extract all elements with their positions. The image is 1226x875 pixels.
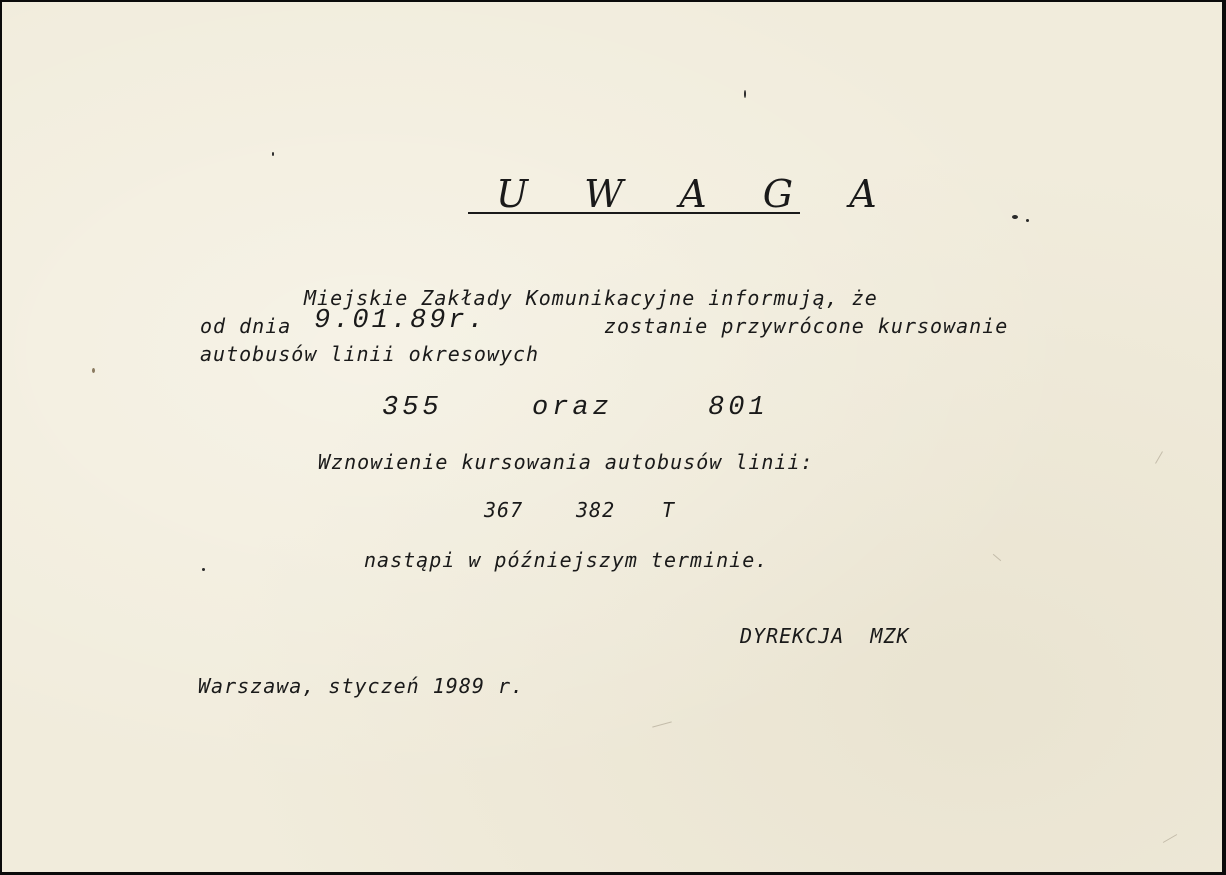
pending-line-367: 367: [484, 498, 524, 522]
pending-note: nastąpi w późniejszym terminie.: [364, 548, 769, 572]
intro-line-2-prefix: od dnia: [200, 314, 292, 338]
paper-speck: [744, 90, 746, 98]
place-and-date: Warszawa, styczeń 1989 r.: [198, 674, 525, 698]
pending-line-382: 382: [576, 498, 616, 522]
resumption-heading: Wznowienie kursowania autobusów linii:: [318, 450, 814, 474]
title-underline: [468, 212, 800, 214]
paper-fiber: [1155, 451, 1163, 464]
paper-speck: [272, 152, 274, 156]
intro-line-3: autobusów linii okresowych: [200, 342, 540, 366]
notice-sheet: [2, 2, 1222, 872]
paper-fiber: [652, 721, 672, 727]
notice-title: U W A G A: [496, 172, 899, 216]
intro-line-1: Miejskie Zakłady Komunikacyjne informują, że: [304, 286, 878, 310]
signature: DYREKCJA MZK: [740, 624, 910, 648]
restored-conjunction: oraz: [532, 393, 613, 423]
paper-fiber: [993, 554, 1001, 561]
paper-speck: [1012, 215, 1018, 219]
intro-line-2-suffix: zostanie przywrócone kursowanie: [604, 314, 1009, 338]
pending-line-t: T: [662, 498, 676, 522]
restored-line-b: 801: [708, 393, 769, 423]
restored-line-a: 355: [382, 393, 443, 423]
paper-speck: [1026, 219, 1029, 222]
paper-speck: [92, 368, 95, 373]
paper-fiber: [1163, 834, 1177, 843]
effective-date: 9.01.89r.: [314, 306, 487, 336]
paper-speck: [202, 568, 205, 571]
